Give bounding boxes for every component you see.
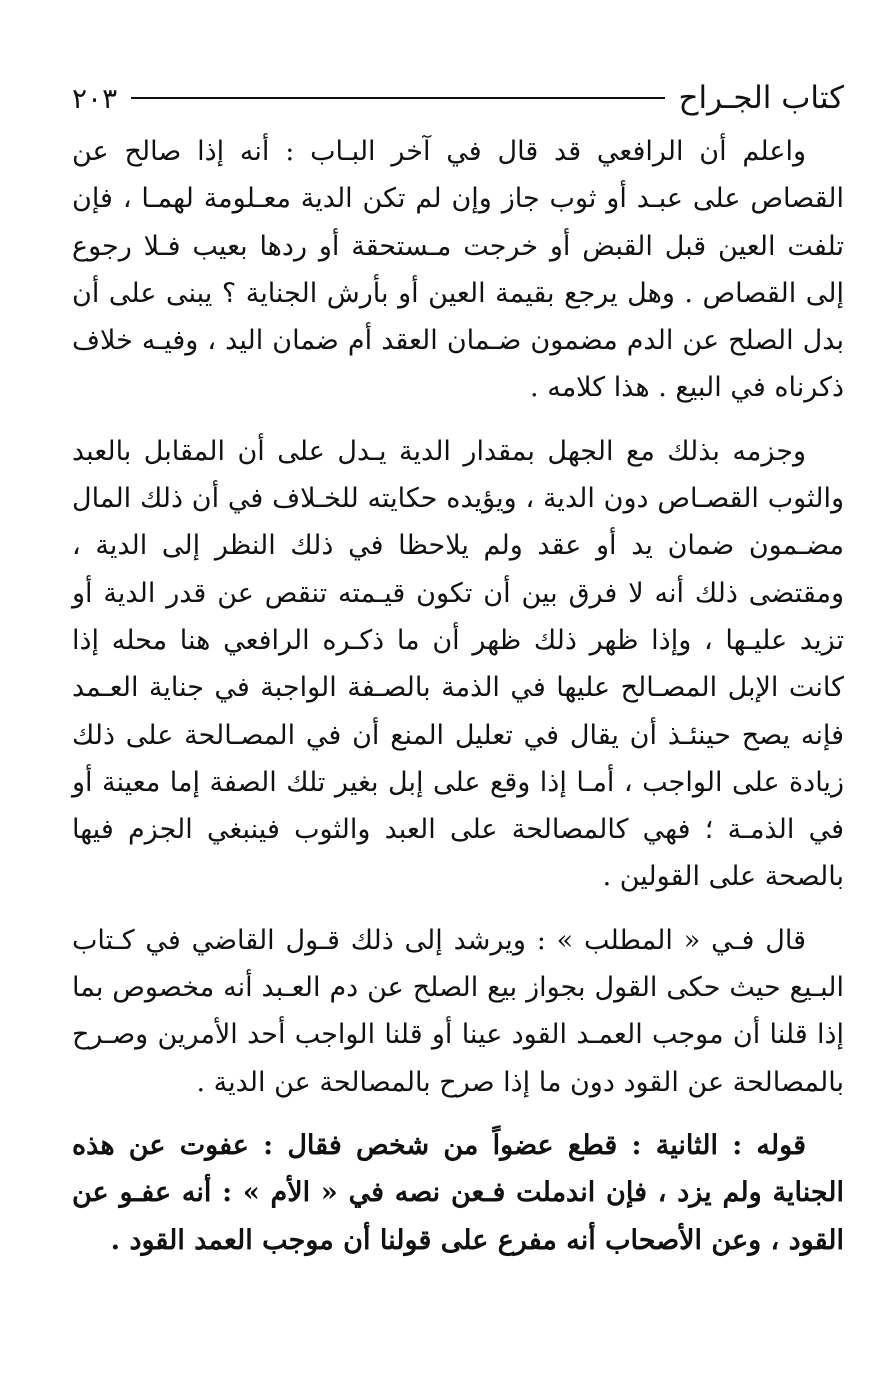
paragraph: وجزمه بذلك مع الجهل بمقدار الدية يـدل على أن المقابل بالعبد والثوب القصـاص دون الدية ، ويؤيده حكايته للخـلاف في أن ذلك المال مضـمون ضمان يد أو عقد ولم يلاحظا في ذلك النظر إلى الدية ، ومقتضى ذلك أنه لا فرق بين أن تكون قيـمته تنقص عن قدر الدية أو تزيد عليـها ، وإذا ظهر ذلك ظهر أن ما ذكـره الرافعي هنا محله إذا كانت الإبل المصـالح عليها في الذمة بالصـفة الواجبة في جناية العـمد فإنه يصح حينئـذ أن يقال في تعليل المنع أن في المصـالحة على ذلك زيادة على الواجب ، أمـا إذا وقع على إبل بغير تلك الصفة إما معينة أو في الذمـة ؛ فهي كالمصالحة على العبد والثوب فينبغي الجزم فيها بالصحة على القولين . (72, 435, 844, 893)
header-rule (131, 97, 664, 99)
paragraph: واعلم أن الرافعي قد قال في آخر البـاب : أنه إذا صالح عن القصاص على عبـد أو ثوب جاز وإن لم تكن الدية معـلومة لهمـا ، فإن تلفت العين قبل القبض أو خرجت مـستحقة أو ردها بعيب فـلا رجوع إلى القصاص . وهل يرجع بقيمة العين أو بأرش الجناية ؟ يبنى على أن بدل الصلح عن الدم مضمون ضـمان العقد أم ضمان اليد ، وفيـه خلاف ذكرناه في البيع . هذا كلامه . (72, 136, 844, 404)
chapter-title: كتاب الجـراح (678, 80, 844, 116)
body-text (72, 128, 844, 1264)
page-number: ٢٠٣ (72, 81, 118, 115)
paragraph: قال فـي « المطلب » : ويرشد إلى ذلك قـول القاضي في كـتاب البـيع حيث حكى القول بجواز بيع الصلح عن دم العـبد أنه مخصوص بما إذا قلنا أن موجب العمـد القود عينا أو قلنا الواجب أحد الأمرين وصـرح بالمصالحة عن القود دون ما إذا صرح بالمصالحة عن الدية . (72, 924, 844, 1098)
bold-paragraph: قوله : الثانية : قطع عضواً من شخص فقال : عفوت عن هذه الجناية ولم يزد ، فإن اندملت فـعن نصه في « الأم » : أنه عفـو عن القود ، وعن الأصحاب أنه مفرع على قولنا أن موجب العمد القود . (72, 1129, 844, 1256)
book-page (72, 72, 844, 1302)
running-header (72, 72, 844, 124)
